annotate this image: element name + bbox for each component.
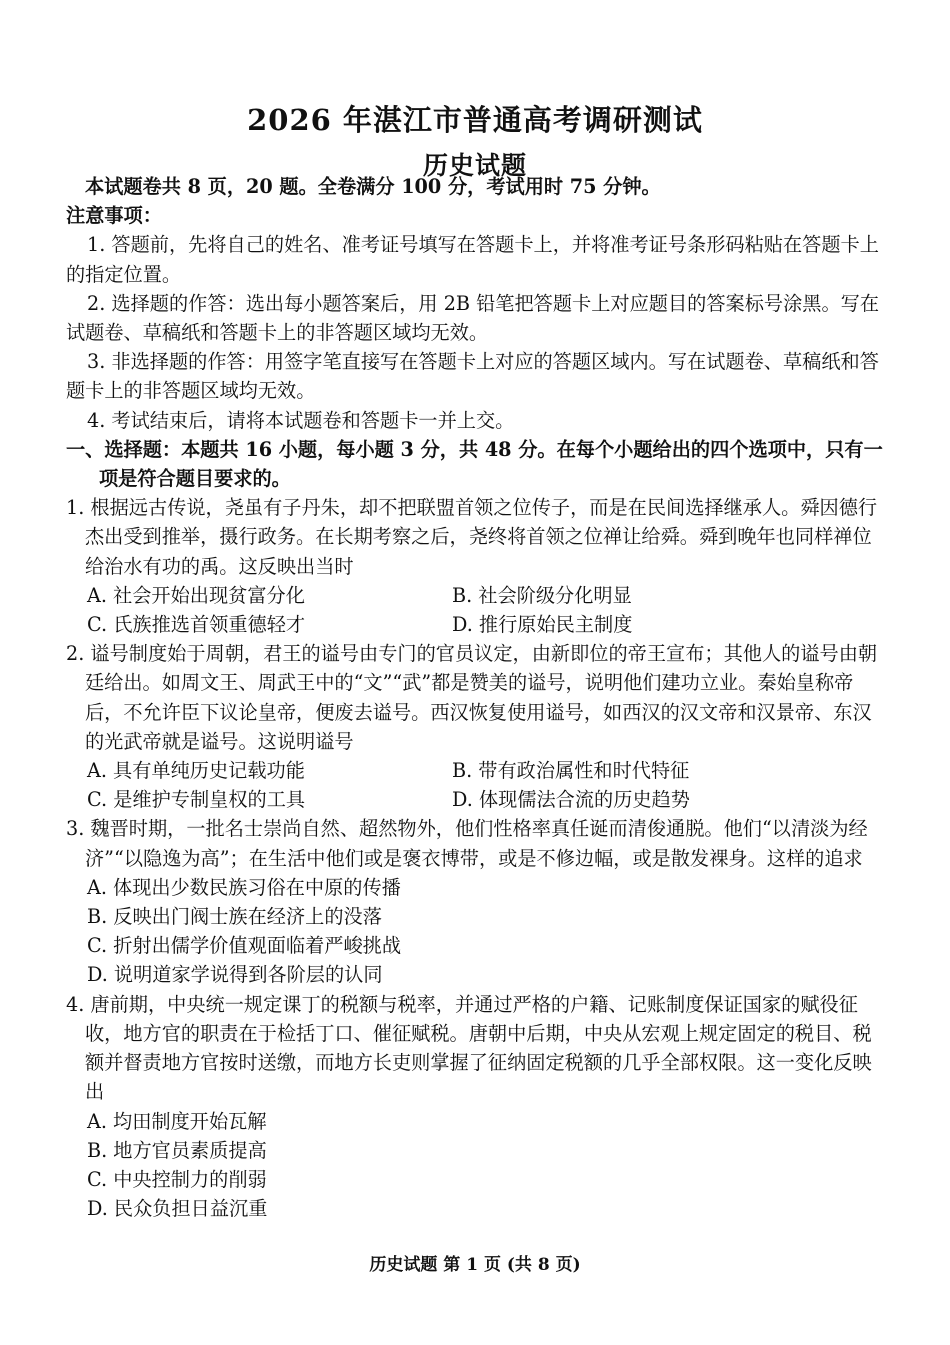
question-3 xyxy=(66,814,888,989)
question-1 xyxy=(66,493,888,639)
question-2 xyxy=(66,639,888,814)
option-d: D. 推行原始民主制度 xyxy=(452,613,633,637)
option-d: D. 说明道家学说得到各阶层的认同 xyxy=(87,963,383,987)
notice-heading: 注意事项： xyxy=(66,204,162,228)
option-a: A. 具有单纯历史记载功能 xyxy=(87,759,305,783)
notice-item: 1. 答题前，先将自己的姓名、准考证号填写在答题卡上，并将准考证号条形码粘贴在答题卡上的指定位置。 xyxy=(66,233,879,286)
exam-subtitle: 历史试题 xyxy=(422,151,527,180)
option-c: C. 折射出儒学价值观面临着严峻挑战 xyxy=(87,934,402,958)
option-b: B. 地方官员素质提高 xyxy=(87,1138,267,1162)
option-row xyxy=(66,581,888,610)
section-heading: 一、选择题：本题共 16 小题，每小题 3 分，共 48 分。在每个小题给出的四个选项中，只有一项是符合题目要求的。 xyxy=(66,437,883,491)
notice-item: 2. 选择题的作答：选出每小题答案后，用 2B 铅笔把答题卡上对应题目的答案标号涂黑。写在试题卷、草稿纸和答题卡上的非答题区域均无效。 xyxy=(66,291,880,345)
option-d: D. 体现儒法合流的历史趋势 xyxy=(452,788,690,812)
option-a: A. 均田制度开始瓦解 xyxy=(87,1109,267,1133)
notice-item: 3. 非选择题的作答：用签字笔直接写在答题卡上对应的答题区域内。写在试题卷、草稿纸和答题卡上的非答题区域均无效。 xyxy=(66,350,879,403)
option-a: A. 体现出少数民族习俗在中原的传播 xyxy=(87,875,401,899)
question-stem: 1. 根据远古传说，尧虽有子丹朱，却不把联盟首领之位传子，而是在民间选择继承人。舜因德行杰出受到推举，摄行政务。在长期考察之后，尧终将首领之位禅让给舜。舜到晚年也同样禅位给治水有功的禹。这反映出当时 xyxy=(66,496,878,578)
option-a: A. 社会开始出现贫富分化 xyxy=(87,583,305,607)
option-c: C. 是维护专制皇权的工具 xyxy=(87,788,306,812)
exam-content xyxy=(66,172,888,1223)
question-stem: 4. 唐前期，中央统一规定课丁的税额与税率，并通过严格的户籍、记账制度保证国家的赋役征收，地方官的职责在于检括丁口、催征赋税。唐朝中后期，中央从宏观上规定固定的税目、税额并督责地方官按时送缴，而地方长吏则掌握了征纳固定税额的几乎全部权限。这一变化反映出 xyxy=(66,992,872,1104)
option-row xyxy=(66,610,888,639)
exam-title: 2026 年湛江市普通高考调研测试 xyxy=(247,103,703,137)
option-c: C. 氏族推选首领重德轻才 xyxy=(87,613,306,637)
option-d: D. 民众负担日益沉重 xyxy=(87,1197,268,1221)
option-b: B. 社会阶级分化明显 xyxy=(452,583,632,607)
option-row xyxy=(66,756,888,785)
option-c: C. 中央控制力的削弱 xyxy=(87,1167,267,1191)
page-footer: 历史试题 第 1 页 (共 8 页) xyxy=(369,1255,581,1275)
notice-item: 4. 考试结束后，请将本试题卷和答题卡一并上交。 xyxy=(87,408,515,432)
exam-info: 本试题卷共 8 页，20 题。全卷满分 100 分，考试用时 75 分钟。 xyxy=(85,175,661,198)
question-4 xyxy=(66,990,888,1224)
question-stem: 2. 谥号制度始于周朝，君王的谥号由专门的官员议定，由新即位的帝王宣布；其他人的谥号由朝廷给出。如周文王、周武王中的“文”“武”都是赞美的谥号，说明他们建功立业。秦始皇称帝后，不允许臣下议论皇帝，便废去谥号。西汉恢复使用谥号，如西汉的汉文帝和汉景帝、东汉的光武帝就是谥号。这说明谥号 xyxy=(66,642,878,753)
option-row xyxy=(66,785,888,814)
question-stem: 3. 魏晋时期，一批名士崇尚自然、超然物外，他们性格率真任诞而清俊通脱。他们“以清淡为经济”“以隐逸为高”；在生活中他们或是褒衣博带，或是不修边幅，或是散发裸身。这样的追求 xyxy=(66,817,868,870)
option-b: B. 反映出门阀士族在经济上的没落 xyxy=(87,905,382,929)
option-b: B. 带有政治属性和时代特征 xyxy=(452,759,690,783)
